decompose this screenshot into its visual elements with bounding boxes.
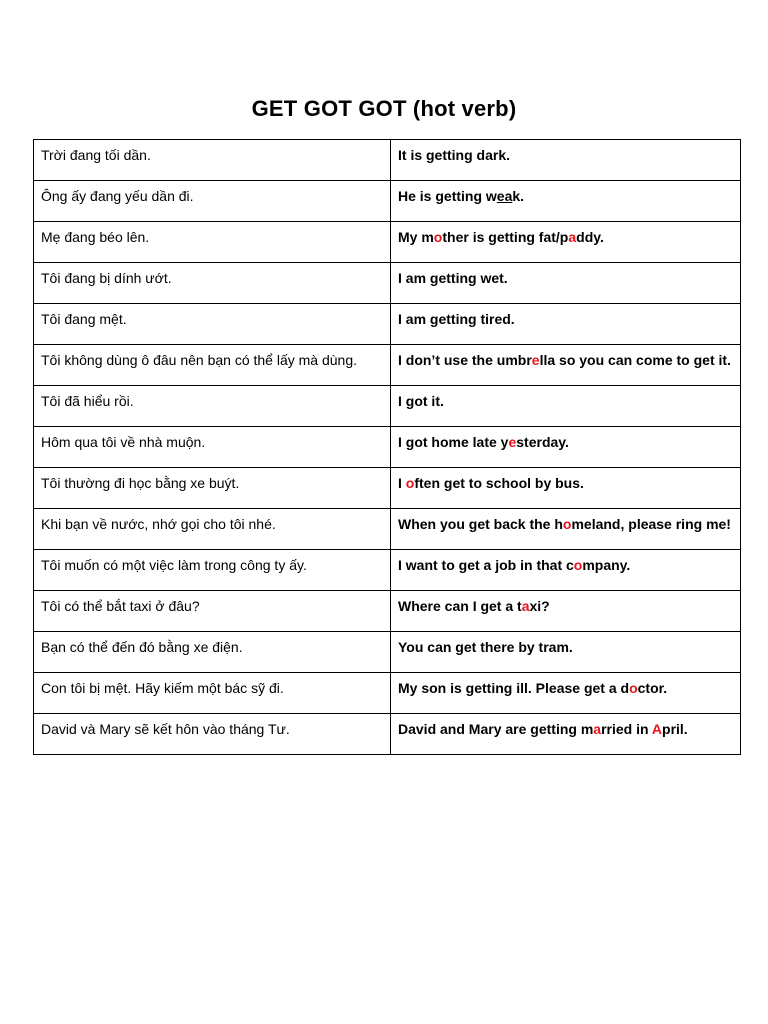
english-text: rried in xyxy=(601,721,652,737)
vietnamese-cell: Tôi muốn có một việc làm trong công ty ấy. xyxy=(34,550,391,591)
english-text: lla so you can come to get it. xyxy=(539,352,731,368)
highlighted-letter: o xyxy=(405,475,415,491)
vietnamese-cell: Tôi thường đi học bằng xe buýt. xyxy=(34,468,391,509)
highlighted-letter: o xyxy=(433,229,443,245)
english-text: I want to get a job in that c xyxy=(398,557,574,573)
english-text: xi? xyxy=(529,598,550,614)
vietnamese-cell: Tôi không dùng ô đâu nên bạn có thể lấy mà dùng. xyxy=(34,345,391,386)
english-text: He is getting w xyxy=(398,188,497,204)
table-row xyxy=(34,263,741,304)
table-row xyxy=(34,181,741,222)
table-row xyxy=(34,140,741,181)
english-text: k. xyxy=(512,188,525,204)
table-row xyxy=(34,468,741,509)
highlighted-letter: o xyxy=(629,680,638,696)
table-row xyxy=(34,632,741,673)
english-text: David and Mary are getting m xyxy=(398,721,594,737)
vietnamese-cell: Ông ấy đang yếu dần đi. xyxy=(34,181,391,222)
english-text: I am getting wet. xyxy=(398,270,508,286)
vietnamese-cell: Hôm qua tôi về nhà muộn. xyxy=(34,427,391,468)
english-cell xyxy=(391,632,741,673)
highlighted-letter: a xyxy=(521,598,530,614)
vietnamese-cell: Trời đang tối dần. xyxy=(34,140,391,181)
vietnamese-cell: Tôi có thể bắt taxi ở đâu? xyxy=(34,591,391,632)
vietnamese-cell: David và Mary sẽ kết hôn vào tháng Tư. xyxy=(34,714,391,755)
english-cell xyxy=(391,345,741,386)
english-text: Where can I get a t xyxy=(398,598,522,614)
table-row xyxy=(34,591,741,632)
english-cell xyxy=(391,140,741,181)
table-row xyxy=(34,509,741,550)
english-text: ther is getting fat/p xyxy=(442,229,569,245)
vietnamese-cell: Bạn có thể đến đó bằng xe điện. xyxy=(34,632,391,673)
english-cell xyxy=(391,468,741,509)
vietnamese-cell: Mẹ đang béo lên. xyxy=(34,222,391,263)
highlighted-letter: a xyxy=(568,229,577,245)
vietnamese-cell: Tôi đang mệt. xyxy=(34,304,391,345)
english-text: ddy. xyxy=(576,229,604,245)
highlighted-letter: o xyxy=(562,516,572,532)
table-row xyxy=(34,222,741,263)
english-cell xyxy=(391,550,741,591)
vietnamese-cell: Tôi đã hiểu rồi. xyxy=(34,386,391,427)
table-row xyxy=(34,386,741,427)
english-text: I got it. xyxy=(398,393,444,409)
table-row xyxy=(34,714,741,755)
english-text: mpany. xyxy=(582,557,631,573)
vietnamese-cell: Tôi đang bị dính ướt. xyxy=(34,263,391,304)
table-row xyxy=(34,304,741,345)
vietnamese-cell: Khi bạn về nước, nhớ gọi cho tôi nhé. xyxy=(34,509,391,550)
english-text: My m xyxy=(398,229,434,245)
english-text: I don’t use the umbr xyxy=(398,352,532,368)
english-text: meland, please ring me! xyxy=(571,516,731,532)
table-row xyxy=(34,673,741,714)
english-text: ctor. xyxy=(637,680,668,696)
english-text: sterday. xyxy=(516,434,569,450)
english-cell xyxy=(391,304,741,345)
english-cell xyxy=(391,591,741,632)
english-text: I got home late y xyxy=(398,434,509,450)
english-text: pril. xyxy=(662,721,688,737)
english-cell xyxy=(391,427,741,468)
english-cell xyxy=(391,509,741,550)
highlighted-letter: e xyxy=(508,434,517,450)
english-text: I xyxy=(398,475,406,491)
vocabulary-table xyxy=(33,139,741,755)
english-text: When you get back the h xyxy=(398,516,563,532)
english-cell xyxy=(391,181,741,222)
english-cell xyxy=(391,222,741,263)
underlined-text: ea xyxy=(496,188,513,204)
english-cell xyxy=(391,673,741,714)
english-text: You can get there by tram. xyxy=(398,639,573,655)
english-text: My son is getting ill. Please get a d xyxy=(398,680,630,696)
table-row xyxy=(34,345,741,386)
english-cell xyxy=(391,714,741,755)
english-cell xyxy=(391,386,741,427)
highlighted-letter: o xyxy=(573,557,583,573)
highlighted-letter: a xyxy=(593,721,602,737)
highlighted-letter: A xyxy=(651,721,663,737)
highlighted-letter: e xyxy=(531,352,540,368)
table-row xyxy=(34,427,741,468)
english-text: I am getting tired. xyxy=(398,311,515,327)
page-title: GET GOT GOT (hot verb) xyxy=(251,96,517,121)
english-cell xyxy=(391,263,741,304)
vietnamese-cell: Con tôi bị mệt. Hãy kiếm một bác sỹ đi. xyxy=(34,673,391,714)
english-text: ften get to school by bus. xyxy=(414,475,584,491)
table-row xyxy=(34,550,741,591)
english-text: It is getting dark. xyxy=(398,147,511,163)
